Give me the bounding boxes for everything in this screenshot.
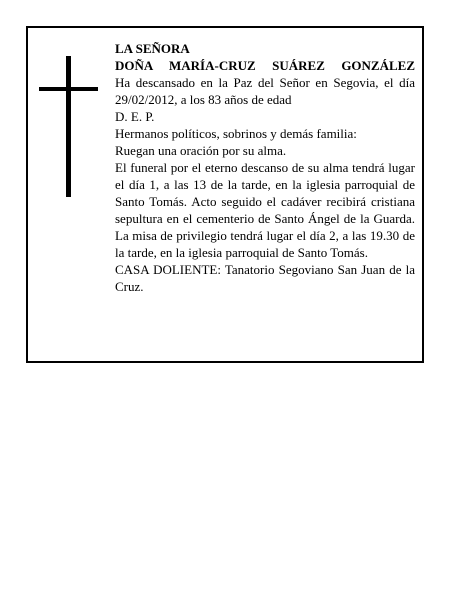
death-announcement: Ha descansado en la Paz del Señor en Segovia, el día 29/02/2012, a los 83 años de edad <box>115 75 415 107</box>
cross-vertical-bar <box>66 56 71 197</box>
funeral-home: CASA DOLIENTE: Tanatorio Segoviano San Juan de la Cruz. <box>115 262 415 294</box>
deceased-name: DOÑA MARÍA-CRUZ SUÁREZ GONZÁLEZ <box>115 58 415 73</box>
funeral-details: El funeral por el eterno descanso de su alma tendrá lugar el día 1, a las 13 de la tarde, en la iglesia parroquial de Santo Tomás. Acto seguido el cadáver recibirá cristiana sepultura en el cementerio de Santo Ángel de la Guarda. La misa de privilegio tendrá lugar el día 2, a las 19.30 de la tarde, en la iglesia parroquial de Santo Tomás. <box>115 160 415 260</box>
cross-horizontal-bar <box>39 87 98 91</box>
rip-line: D. E. P. <box>115 109 155 124</box>
family-line: Hermanos políticos, sobrinos y demás familia: <box>115 126 357 141</box>
notice-text <box>115 40 415 295</box>
notice-title: LA SEÑORA <box>115 41 190 56</box>
obituary-notice <box>26 26 424 363</box>
prayer-request: Ruegan una oración por su alma. <box>115 143 287 158</box>
